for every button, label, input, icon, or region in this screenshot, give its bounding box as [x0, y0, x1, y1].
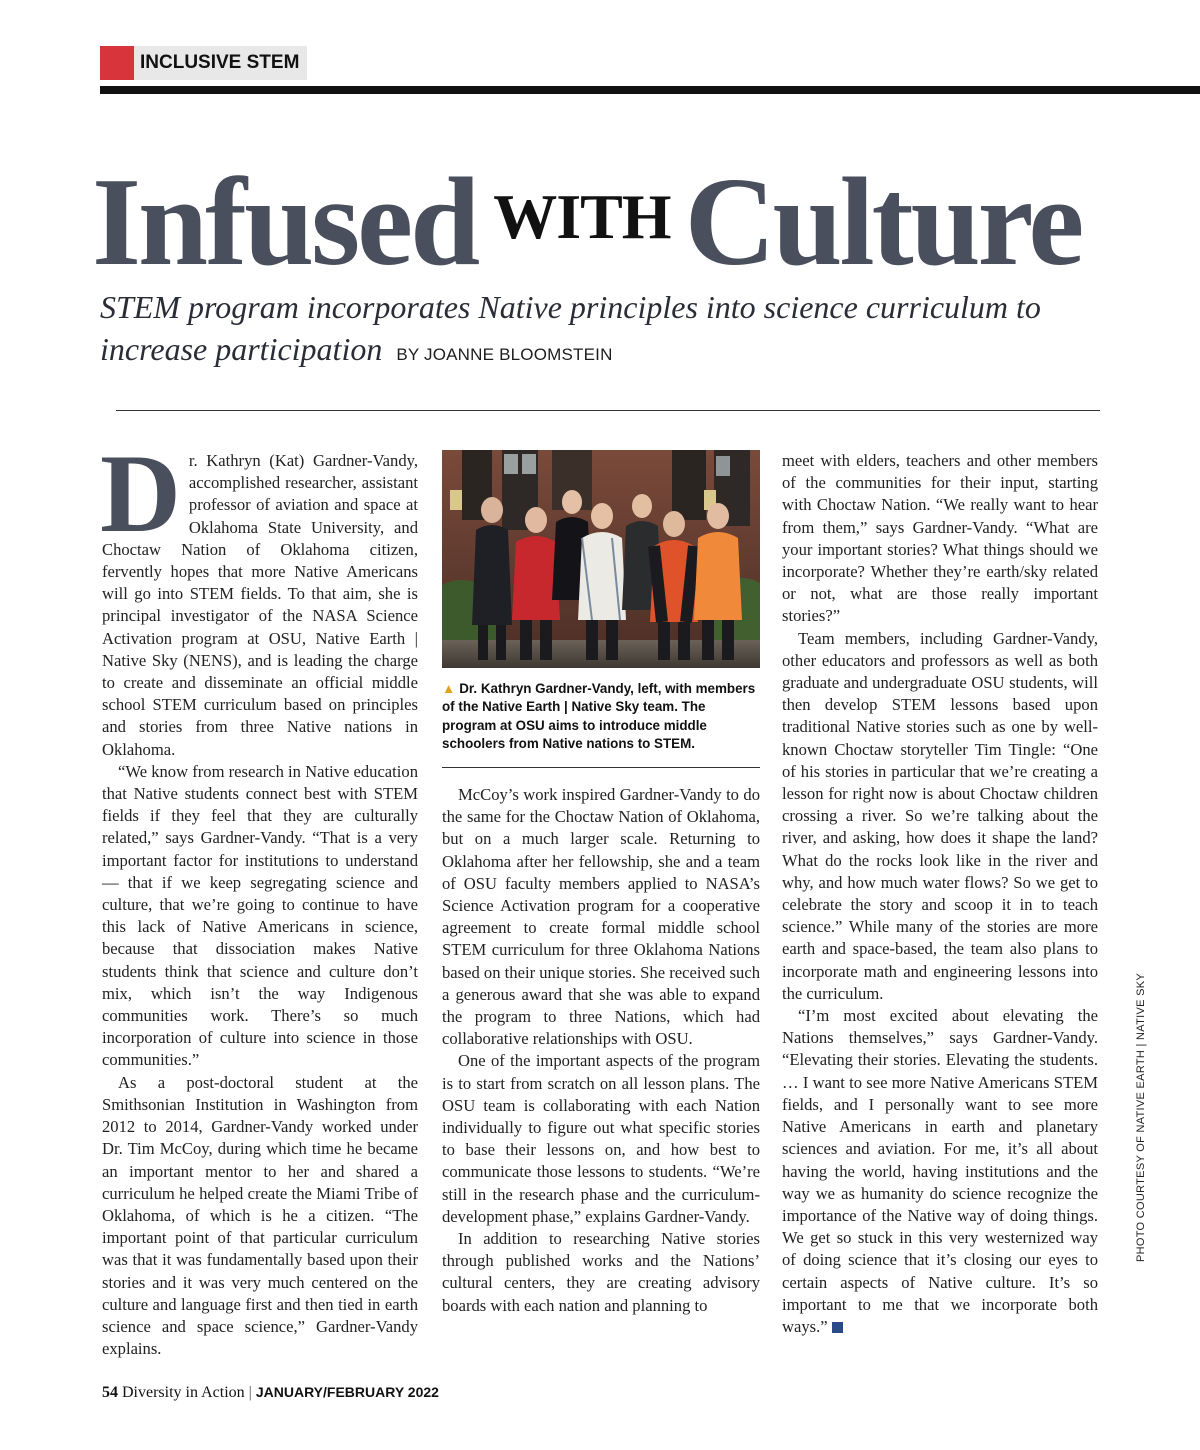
caption-triangle-icon: ▲ — [442, 681, 456, 696]
page-footer — [102, 1384, 439, 1402]
caption-rule — [442, 767, 760, 768]
divider-rule — [116, 410, 1100, 411]
deck-text: STEM program incorporates Native principles into science curriculum to increase participation — [100, 289, 1041, 367]
caption-text: Dr. Kathryn Gardner-Vandy, left, with members of the Native Earth | Native Sky team. The program at OSU aims to introduce middle schoolers from Native nations to STEM. — [442, 681, 756, 752]
drop-cap: D — [100, 432, 181, 556]
paragraph: In addition to researching Native stories through published works and the Nations’ cultural centers, they are creating advisory boards with each nation and planning to — [442, 1229, 760, 1315]
team-photo — [442, 450, 760, 668]
publication-name: Diversity in Action — [122, 1384, 245, 1401]
section-tag — [100, 46, 307, 80]
headline-word-1: Infused — [92, 153, 478, 292]
article-column-1 — [100, 432, 418, 1360]
paragraph: meet with elders, teachers and other members of the communities for their input, starting with Choctaw Nation. “We really want to hear from them,” says Gardner-Vandy. “What are your important stories? What things should we incorporate? Whether they’re earth/sky related or not, what are those really important stories?” — [782, 451, 1098, 626]
paragraph: As a post-doctoral student at the Smithsonian Institution in Washington from 2012 to 2014, Gardner-Vandy worked under Dr. Tim McCoy, during which time he became an important mentor to her and shared a curriculum he helped create the Miami Tribe of Oklahoma, of which is he a citizen. “The important point of that particular curriculum was that it was fundamentally based upon their stories and it was very much centered on the culture and language first and then tied in earth science and space science,” Gardner-Vandy explains. — [102, 1072, 418, 1359]
deck — [100, 286, 1140, 376]
article-column-2 — [442, 784, 760, 1317]
paragraph: One of the important aspects of the program is to start from scratch on all lesson plans. The OSU team is collaborating with each Nation individually to figure out what specific stories to base their lessons on, and how best to communicate those lessons to students. “We’re still in the research phase and the curriculum-development phase,” explains Gardner-Vandy. — [442, 1051, 760, 1226]
article-column-3 — [782, 450, 1098, 1338]
section-tag-marker — [100, 46, 134, 80]
issue-date: JANUARY/FEBRUARY 2022 — [255, 1384, 439, 1400]
headline-word-2: WITH — [493, 181, 671, 252]
byline: BY JOANNE BLOOMSTEIN — [396, 345, 613, 364]
footer-separator: | — [248, 1384, 252, 1401]
paragraph: “I’m most excited about elevating the Nations themselves,” says Gardner-Vandy. “Elevating their stories. Elevating the students. … I want to see more Native Americans STEM fields, and I personally want to see more Native Americans in earth and planetary sciences and aviation. For me, it’s all about having the world, having institutions and the way we as humanity do science recognize the importance of the Native way of doing things. We get so stuck in this very westernized way of doing science that it’s closing our eyes to certain aspects of Native culture. It’s so important to me that we incorporate both ways.” — [782, 1006, 1098, 1336]
paragraph: Team members, including Gardner-Vandy, other educators and professors as well as both graduate and undergraduate OSU students, will then develop STEM lessons based upon traditional Native stories such as one by well-known Choctaw storyteller Tim Tingle: “One of his stories in particular that we’re creating a lesson for right now is about Choctaw children crossing a river. So we’re talking about the river, and asking, how does it shape the land? What do the rocks look like in the river and why, and how much water flows? So we get to celebrate the story and scoop it in to teach science.” While many of the stories are more earth and space-based, the team also plans to incorporate math and engineering lessons into the curriculum. — [782, 628, 1098, 1003]
headline-word-3: Culture — [684, 153, 1082, 292]
headline — [92, 153, 1192, 292]
page-number: 54 — [102, 1384, 118, 1401]
end-mark-icon — [832, 1322, 843, 1333]
top-rule — [100, 86, 1200, 94]
section-label: INCLUSIVE STEM — [134, 46, 307, 80]
paragraph: McCoy’s work inspired Gardner-Vandy to do the same for the Choctaw Nation of Oklahoma, but on a much larger scale. Returning to Oklahoma after her fellowship, she and a team of OSU faculty members applied to NASA’s Science Activation program for a cooperative agreement to create formal middle school STEM curriculum for three Oklahoma Nations based on their unique stories. She received such a generous award that she was able to expand the program to three Nations, which had collaborative relationships with OSU. — [442, 785, 760, 1049]
paragraph: “We know from research in Native education that Native students connect best with STEM fields if they feel that they are culturally related,” says Gardner-Vandy. “That is a very important factor for institutions to understand — that if we keep segregating science and culture, that we’re going to continue to have this lack of Native Americans in science, because that dissociation makes Native students think that science and culture don’t mix, which isn’t the way Indigenous communities work. There’s so much incorporation of culture into science in those communities.” — [102, 761, 418, 1070]
paragraph: Dr. Kathryn (Kat) Gardner-Vandy, accomplished researcher, assistant professor of aviation and space at Oklahoma State University, and Choctaw Nation of Oklahoma citizen, fervently hopes that more Native Americans will go into STEM fields. To that aim, she is principal investigator of the NASA Science Activation program at OSU, Native Earth | Native Sky (NENS), and is leading the charge to create and disseminate an official middle school STEM curriculum based on principles and stories from three Native nations in Oklahoma. — [100, 432, 418, 759]
photo-caption — [442, 680, 762, 754]
photo-credit: PHOTO COURTESY OF NATIVE EARTH | NATIVE SKY — [1135, 973, 1147, 1262]
